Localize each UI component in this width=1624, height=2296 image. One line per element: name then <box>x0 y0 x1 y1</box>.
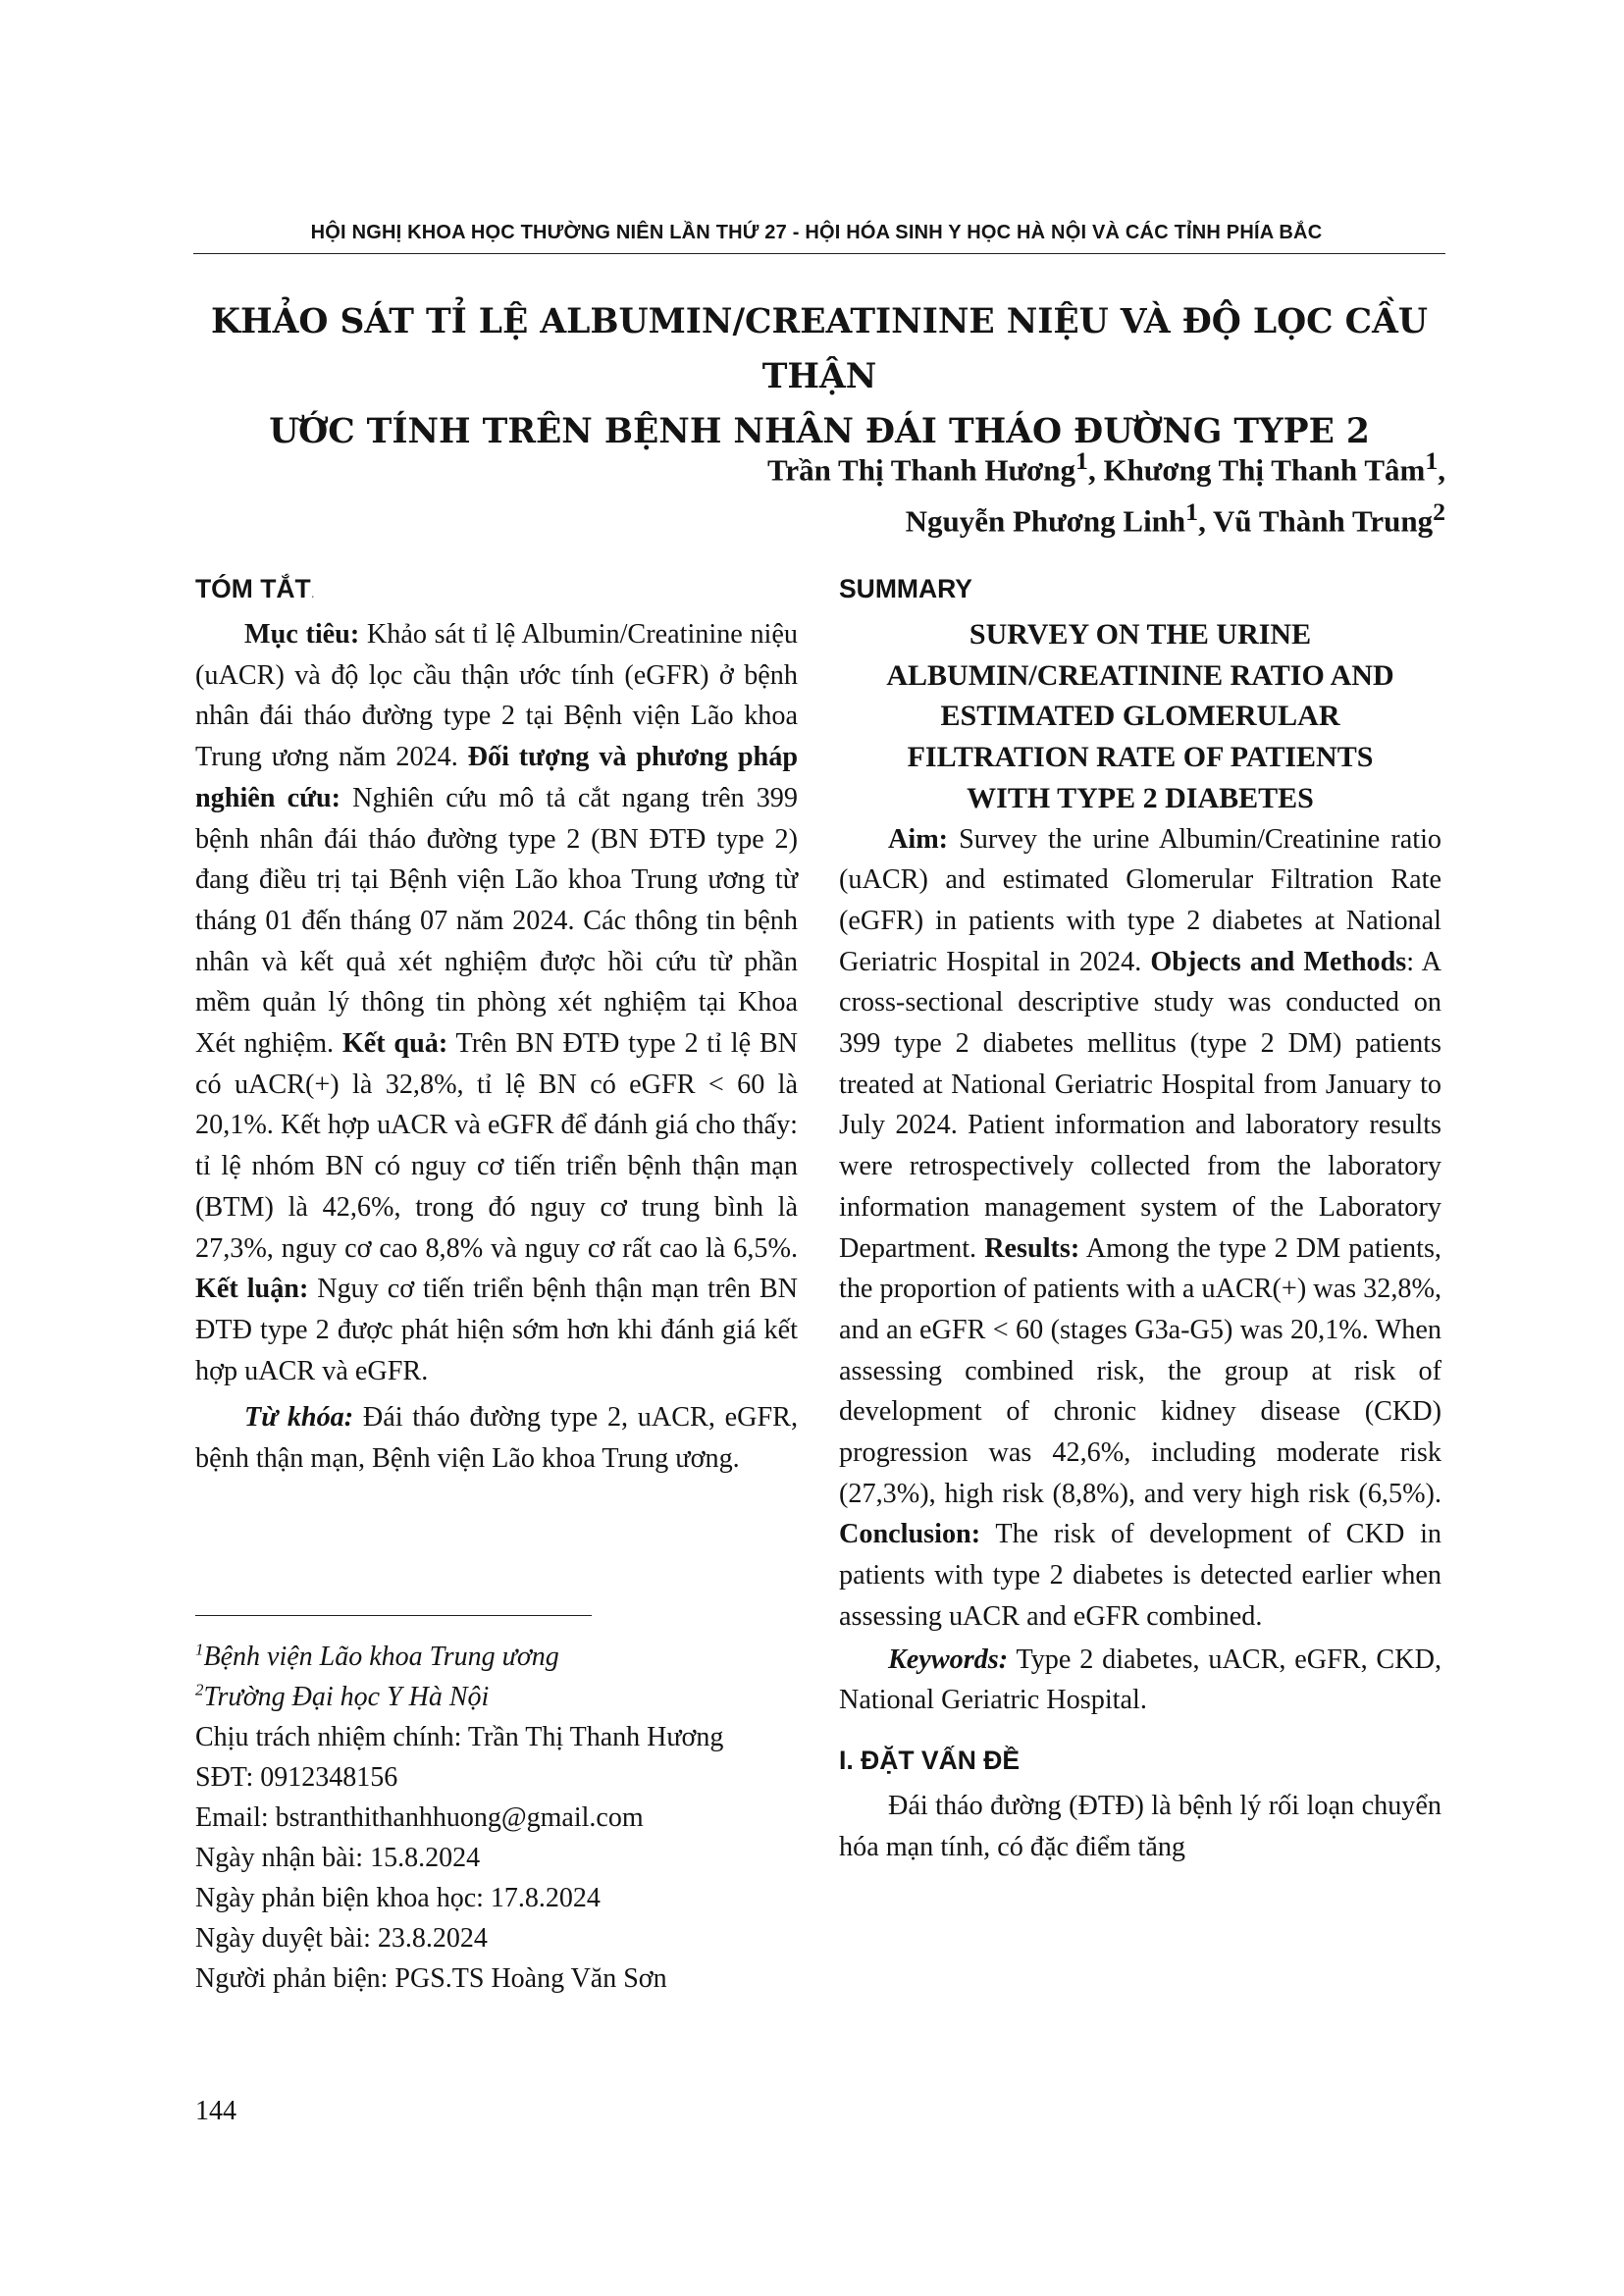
section-heading-introduction: I. ĐẶT VẤN ĐỀ <box>839 1745 1021 1775</box>
author-affiliation-marker: 1 <box>1425 446 1439 475</box>
section-heading-text: TÓM TẮT <box>195 574 311 603</box>
author-name: Khương Thị Thanh Tâm <box>1103 452 1426 488</box>
conclusion-label: Kết luận: <box>195 1274 309 1305</box>
header-rule <box>193 253 1445 254</box>
summary-paragraph <box>839 819 1441 1638</box>
aim-label: Aim: <box>888 823 949 855</box>
english-title-line: ESTIMATED GLOMERULAR <box>940 700 1340 733</box>
results-text: Trên BN ĐTĐ type 2 tỉ lệ BN có uACR(+) là 32,8%, tỉ lệ BN có eGFR < 60 là 20,1%. Kết hợp uACR và eGFR để đánh giá cho thấy: tỉ lệ nhóm BN có nguy cơ tiến triển bệnh thận mạn (BTM) là 42,6%, trong đó nguy cơ trung bình là 27,3%, nguy cơ cao 8,8% và nguy cơ rất cao là 6,5%. <box>195 1028 799 1264</box>
keywords-text: Đái tháo đường type 2, uACR, eGFR, bệnh thận mạn, Bệnh viện Lão khoa Trung ương. <box>195 1402 799 1475</box>
results-label: Kết quả: <box>341 1028 448 1060</box>
english-title-line: FILTRATION RATE OF PATIENTS <box>907 741 1374 774</box>
date-reviewed: Ngày phản biện khoa học: 17.8.2024 <box>195 1883 601 1913</box>
aim-text: Khảo sát tỉ lệ Albumin/Creatinine niệu (uACR) và độ lọc cầu thận ước tính (eGFR) ở bệnh nhân đái tháo đường type 2 tại Bệnh viện Lão khoa Trung ương năm 2024. <box>195 619 798 773</box>
results-text: Among the type 2 DM patients, the proportion of patients with a uACR(+) was 32,8%, and an eGFR < 60 (stages G3a-G5) was 20,1%. When assessing combined risk, the group at risk of development of chronic kidney disease (CKD) progression was 42,6%, including moderate risk (27,3%), high risk (8,8%), and very high risk (6,5%). <box>839 1232 1442 1509</box>
conclusion-text: Nguy cơ tiến triển bệnh thận mạn trên BN ĐTĐ type 2 được phát hiện sớm hơn khi đánh giá kết hợp uACR và eGFR. <box>195 1274 798 1386</box>
page-number: 144 <box>195 2096 236 2126</box>
author-line <box>562 440 1445 491</box>
author-affiliation-marker: 2 <box>1433 497 1445 527</box>
article-title <box>193 294 1445 459</box>
keywords-paragraph <box>195 1397 798 1479</box>
aim-label: Mục tiêu: <box>244 619 360 650</box>
article-title-line: KHẢO SÁT TỈ LỆ ALBUMIN/CREATININE NIỆU VÀ ĐỘ LỌC CẦU THẬN <box>211 302 1428 396</box>
phone-number: SĐT: 0912348156 <box>195 1762 398 1793</box>
heading-dot: . <box>310 585 315 600</box>
english-title <box>839 614 1441 819</box>
vietnamese-abstract-column <box>195 563 798 1480</box>
author-affiliation-marker: 1 <box>1185 497 1199 527</box>
author-name: Nguyễn Phương Linh <box>905 503 1186 539</box>
footnotes <box>195 1637 823 1999</box>
english-title-line: WITH TYPE 2 DIABETES <box>967 781 1314 814</box>
corresponding-author: Chịu trách nhiệm chính: Trần Thị Thanh Hương <box>195 1722 724 1752</box>
author-list <box>562 440 1445 543</box>
methods-label: Objects and Methods <box>1150 946 1407 977</box>
results-label: Results: <box>984 1232 1080 1264</box>
methods-text: Nghiên cứu mô tả cắt ngang trên 399 bệnh nhân đái tháo đường type 2 (BN ĐTĐ type 2) đang điều trị tại Bệnh viện Lão khoa Trung ương từ tháng 01 đến tháng 07 năm 2024. Các thông tin bệnh nhân và kết quả xét nghiệm được hồi cứu từ phần mềm quản lý thông tin phòng xét nghiệm tại Khoa Xét nghiệm. <box>195 782 798 1060</box>
affiliation-2 <box>195 1677 823 1717</box>
conclusion-label: Conclusion: <box>839 1519 981 1550</box>
section-heading-tom-tat <box>195 563 798 614</box>
affiliation-text: Bệnh viện Lão khoa Trung ương <box>203 1642 559 1672</box>
affiliation-marker: 2 <box>195 1680 204 1699</box>
author-separator: , <box>1198 503 1214 539</box>
affiliation-1 <box>195 1637 823 1677</box>
affiliation-marker: 1 <box>195 1640 204 1659</box>
aim-text: Survey the urine Albumin/Creatinine ratio (uACR) and estimated Glomerular Filtration Rate (eGFR) in patients with type 2 diabetes at National Geriatric Hospital in 2024. <box>839 823 1441 977</box>
methods-label: Đối tượng và phương pháp nghiên cứu: <box>195 742 799 813</box>
keywords-paragraph <box>839 1640 1441 1721</box>
english-title-line: SURVEY ON THE URINE <box>969 618 1312 651</box>
keywords-text: Type 2 diabetes, uACR, eGFR, CKD, National Geriatric Hospital. <box>839 1644 1441 1716</box>
keywords-label: Từ khóa: <box>244 1402 354 1434</box>
methods-text: : A cross-sectional descriptive study was conducted on 399 type 2 diabetes mellitus (type 2 DM) patients treated at National Geriatric Hospital from January to July 2024. Patient information and laboratory results were retrospectively collected from the laboratory information management system of the Laboratory Department. <box>839 946 1441 1264</box>
author-affiliation-marker: 1 <box>1075 446 1088 475</box>
affiliation-text: Trường Đại học Y Hà Nội <box>203 1682 490 1712</box>
introduction-paragraph: Đái tháo đường (ĐTĐ) là bệnh lý rối loạn chuyển hóa mạn tính, có đặc điểm tăng <box>839 1790 1441 1862</box>
reviewer: Người phản biện: PGS.TS Hoàng Văn Sơn <box>195 1963 667 1994</box>
english-summary-column <box>839 563 1441 1867</box>
author-name: Trần Thị Thanh Hương <box>766 452 1076 488</box>
article-title-line: ƯỚC TÍNH TRÊN BỆNH NHÂN ĐÁI THÁO ĐƯỜNG TYPE 2 <box>269 412 1370 451</box>
footnote-rule <box>195 1615 592 1616</box>
keywords-label: Keywords: <box>888 1644 1009 1675</box>
english-title-line: ALBUMIN/CREATININE RATIO AND <box>886 658 1394 692</box>
author-separator: , <box>1438 452 1445 488</box>
abstract-paragraph <box>195 614 798 1391</box>
email-address: Email: bstranthithanhhuong@gmail.com <box>195 1802 644 1833</box>
date-approved: Ngày duyệt bài: 23.8.2024 <box>195 1923 488 1954</box>
section-heading-summary: SUMMARY <box>839 574 972 603</box>
author-name: Vũ Thành Trung <box>1213 503 1434 539</box>
running-header: HỘI NGHỊ KHOA HỌC THƯỜNG NIÊN LẦN THỨ 27 - HỘI HÓA SINH Y HỌC HÀ NỘI VÀ CÁC TỈNH PHÍA BẮC <box>310 222 1323 243</box>
conclusion-text: The risk of development of CKD in patients with type 2 diabetes is detected earlier when assessing uACR and eGFR combined. <box>839 1519 1441 1632</box>
author-line <box>562 491 1445 542</box>
date-received: Ngày nhận bài: 15.8.2024 <box>195 1843 481 1873</box>
author-separator: , <box>1087 452 1104 488</box>
